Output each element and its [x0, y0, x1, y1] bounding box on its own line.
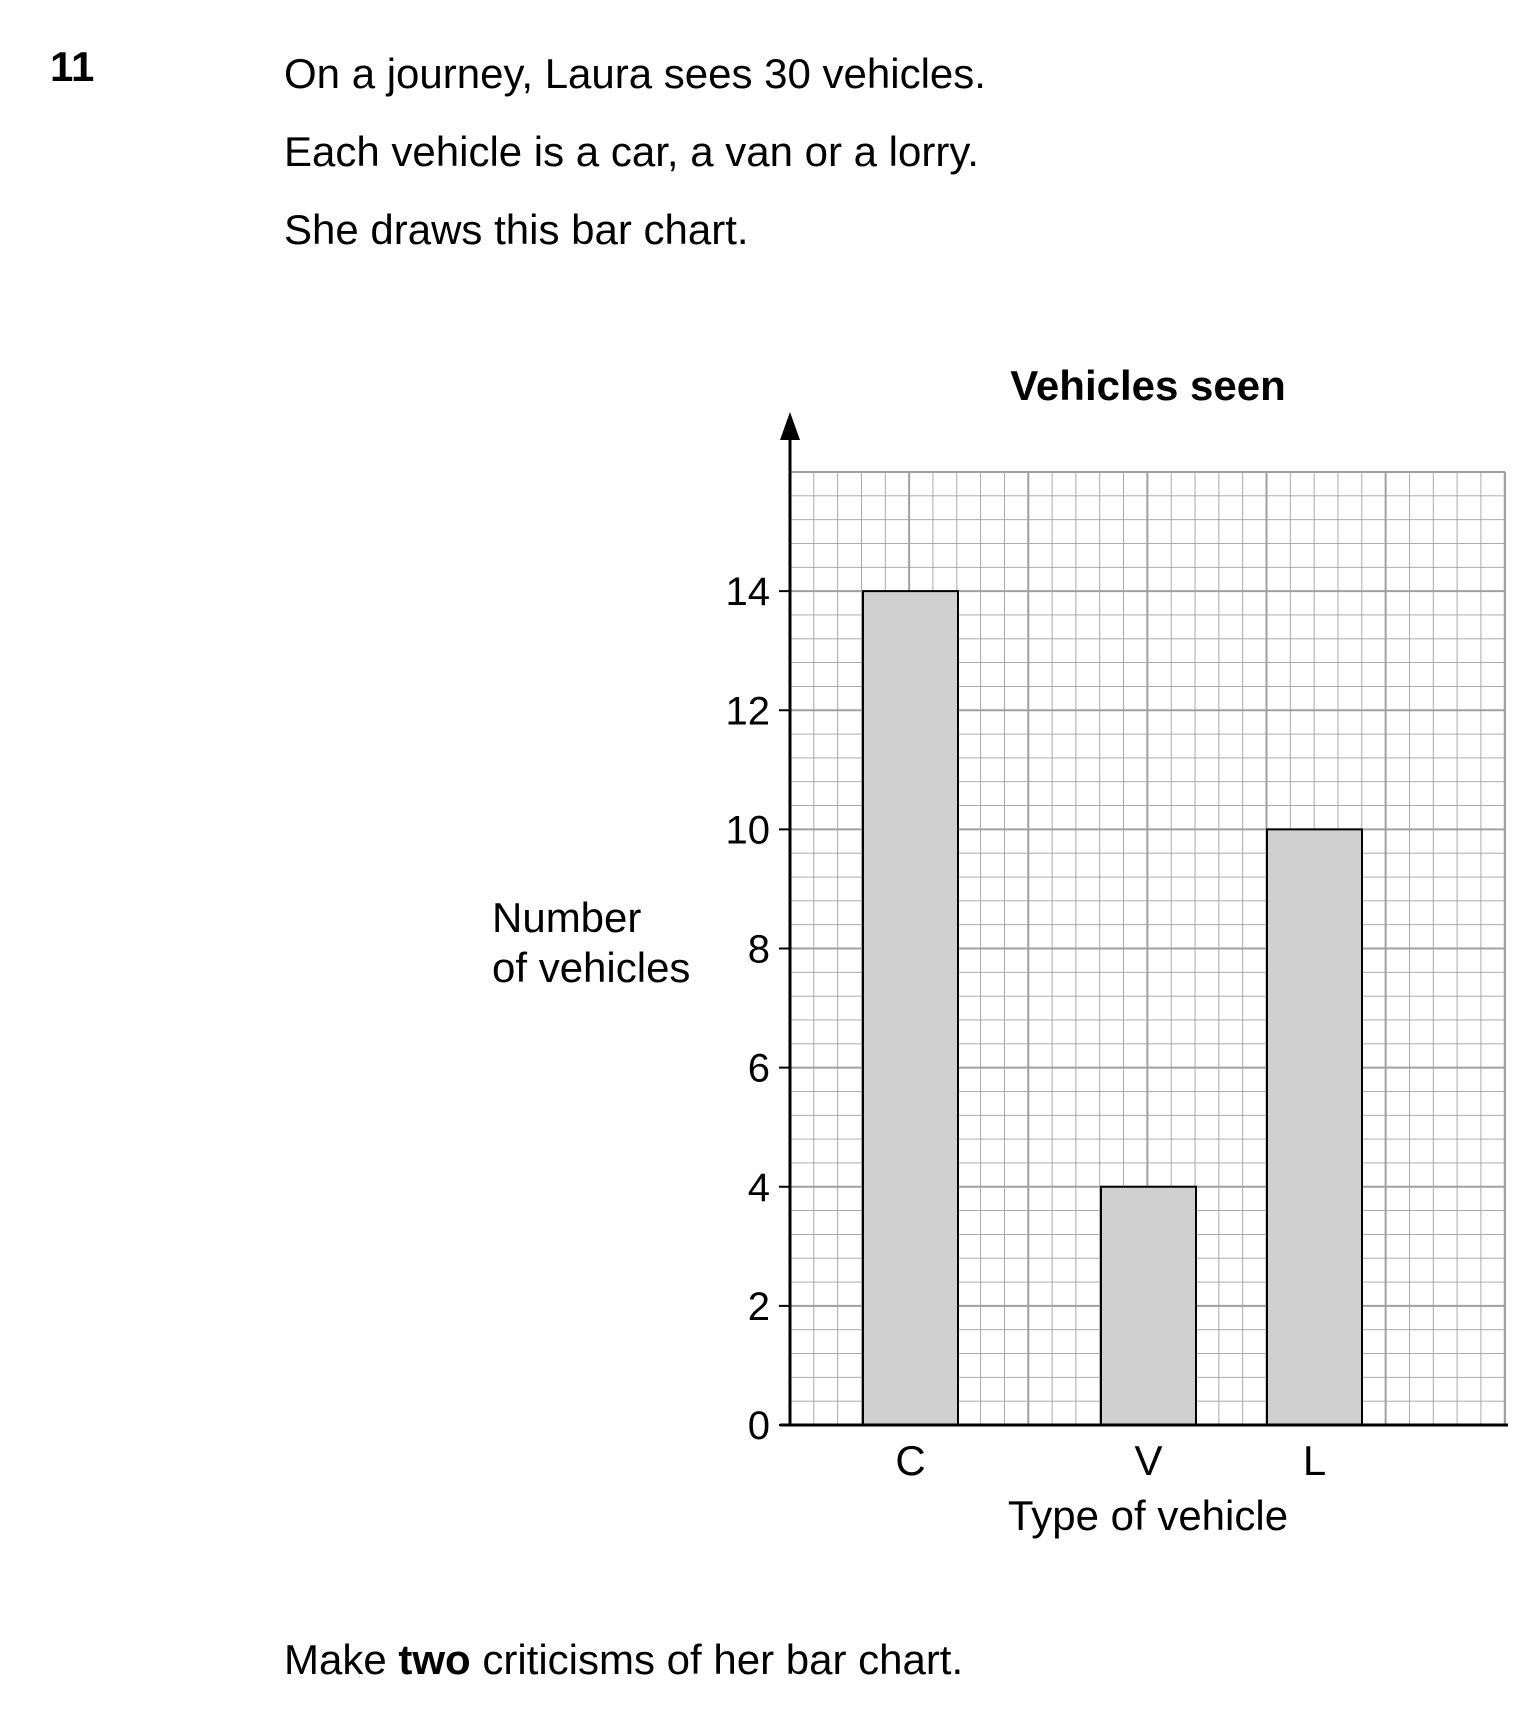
x-tick-label-V: V — [1134, 1437, 1163, 1484]
y-tick-label: 2 — [747, 1284, 770, 1329]
question-line-1: On a journey, Laura sees 30 vehicles. — [284, 50, 986, 97]
question-line-3: She draws this bar chart. — [284, 206, 749, 253]
bar-L — [1267, 829, 1362, 1425]
x-tick-label-L: L — [1302, 1437, 1327, 1484]
chart-title: Vehicles seen — [1010, 362, 1286, 409]
y-tick-label: 4 — [747, 1165, 770, 1210]
question-number: 11 — [50, 43, 95, 90]
y-axis-arrow — [780, 412, 800, 440]
y-axis-label-line-2: of vehicles — [492, 944, 691, 991]
y-tick-label: 10 — [725, 808, 770, 853]
x-axis-label: Type of vehicle — [1007, 1492, 1289, 1539]
chart-bars — [863, 591, 1362, 1425]
instruction-text — [284, 1636, 964, 1683]
y-tick-label: 14 — [725, 570, 770, 615]
y-tick-label: 6 — [747, 1046, 770, 1091]
question-line-2: Each vehicle is a car, a van or a lorry. — [284, 128, 979, 175]
y-axis-label-line-1: Number — [492, 894, 642, 941]
y-tick-label: 0 — [747, 1404, 770, 1448]
instruction-post: criticisms of her bar chart. — [470, 1636, 964, 1683]
x-tick-label-C: C — [895, 1437, 926, 1484]
bar-V — [1101, 1187, 1196, 1425]
bar-C — [863, 591, 958, 1425]
y-tick-label: 12 — [725, 689, 770, 734]
y-tick-label: 8 — [747, 927, 770, 972]
instruction-pre: Make — [284, 1636, 399, 1683]
instruction-bold: two — [398, 1636, 471, 1683]
